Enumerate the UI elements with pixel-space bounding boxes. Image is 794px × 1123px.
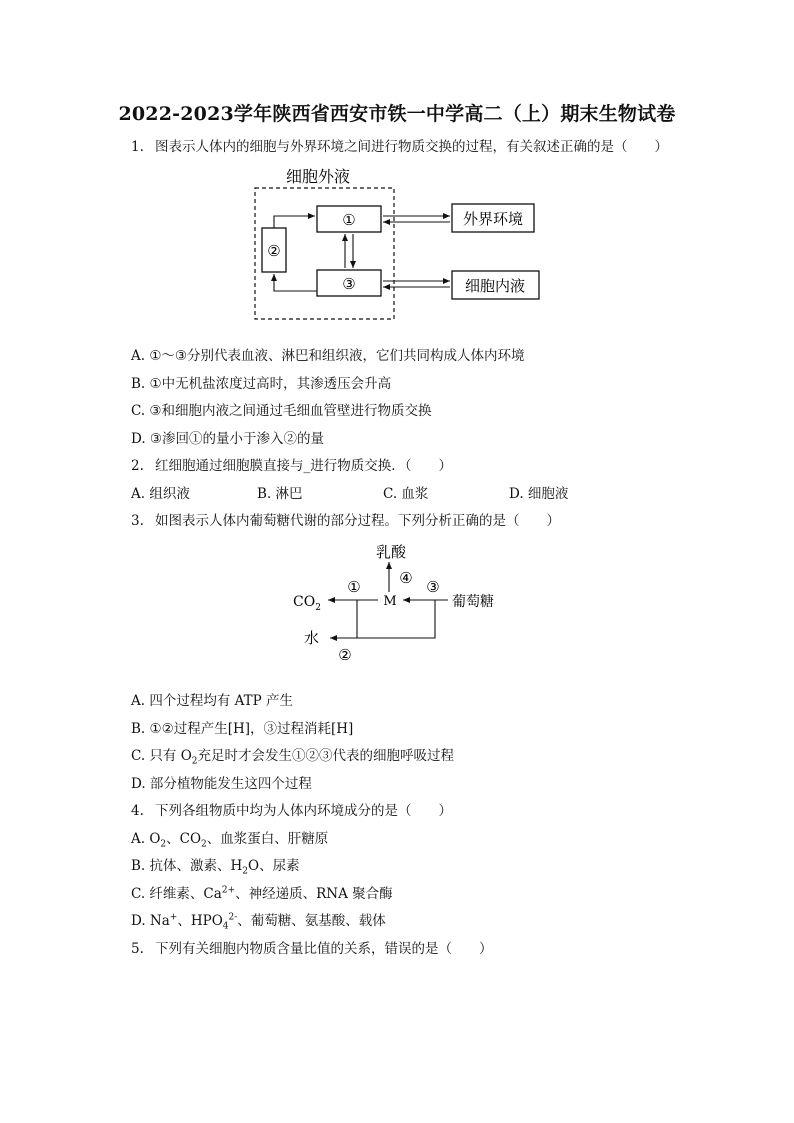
question-text: 图表示人体内的细胞与外界环境之间进行物质交换的过程，有关叙述正确的是（ ）	[155, 139, 668, 155]
q4-option-a	[131, 830, 328, 848]
body-fluid-exchange-diagram	[250, 164, 550, 324]
q1-option-b: B. ①中无机盐浓度过高时，其渗透压会升高	[131, 376, 392, 392]
question-text: 红细胞通过细胞膜直接与_进行物质交换．（ ）	[155, 458, 452, 474]
question-3-stem	[131, 512, 560, 530]
q4-option-b	[131, 857, 300, 875]
option-text: C. 只有 O	[131, 748, 192, 764]
option-text: O、尿素	[248, 858, 300, 874]
intracellular-fluid-label: 细胞内液	[464, 277, 526, 295]
q3-option-d: D. 部分植物能发生这四个过程	[131, 776, 312, 792]
q3-option-a: A. 四个过程均有 ATP 产生	[131, 693, 294, 709]
q3-option-b: B. ①②过程产生[H]，③过程消耗[H]	[131, 721, 354, 737]
question-2-stem	[131, 457, 452, 475]
m-label: M	[383, 594, 397, 609]
q1-option-a: A. ①～③分别代表血液、淋巴和组织液，它们共同构成人体内环境	[131, 348, 525, 364]
q2-option-a: A. 组织液	[131, 486, 190, 502]
question-number: 4.	[131, 803, 144, 819]
process-2-label: ②	[338, 646, 352, 664]
q2-option-b: B. 淋巴	[257, 486, 303, 502]
option-text: C. 纤维素、Ca	[131, 886, 222, 902]
q4-option-d	[131, 912, 386, 930]
question-4-stem	[131, 802, 452, 820]
lactic-acid-label: 乳酸	[376, 543, 407, 561]
question-5-stem	[131, 940, 493, 958]
subscript: 4	[222, 921, 229, 932]
subscript: 2	[191, 756, 198, 767]
superscript: 2+	[221, 885, 236, 896]
q2-option-c: C. 血浆	[383, 486, 429, 502]
process-3-label: ③	[426, 578, 440, 596]
option-text: 、血浆蛋白、肝糖原	[206, 831, 329, 847]
option-text: A. O	[131, 831, 161, 847]
question-text: 下列有关细胞内物质含量比值的关系，错误的是（ ）	[155, 941, 493, 957]
external-environment-label: 外界环境	[462, 210, 524, 228]
question-text: 下列各组物质中均为人体内环境成分的是（ ）	[155, 803, 452, 819]
q1-option-d: D. ③渗回①的量小于渗入②的量	[131, 431, 325, 447]
option-text: D. Na	[131, 913, 170, 929]
q2-option-d: D. 细胞液	[509, 486, 569, 502]
page-title: 2022-2023学年陕西省西安市铁一中学高二（上）期末生物试卷	[118, 103, 676, 125]
option-text: 、神经递质、RNA 聚合酶	[235, 886, 393, 902]
option-text: 、HPO	[177, 913, 223, 929]
water-label: 水	[304, 629, 320, 647]
superscript: 2-	[228, 912, 238, 923]
glucose-metabolism-diagram	[290, 540, 510, 670]
question-text: 如图表示人体内葡萄糖代谢的部分过程。下列分析正确的是（ ）	[155, 513, 560, 529]
option-text: B. 抗体、激素、H	[131, 858, 243, 874]
q1-option-c: C. ③和细胞内液之间通过毛细血管壁进行物质交换	[131, 403, 432, 419]
question-number: 2.	[131, 458, 144, 474]
q3-option-c	[131, 747, 454, 765]
box-3-label: ③	[342, 275, 356, 293]
question-number: 5.	[131, 941, 144, 957]
extracellular-fluid-label: 细胞外液	[286, 167, 351, 186]
option-text: 充足时才会发生①②③代表的细胞呼吸过程	[197, 748, 455, 764]
question-1-stem	[131, 138, 668, 156]
process-4-label: ④	[399, 569, 413, 587]
question-number: 1.	[131, 139, 144, 155]
option-text: 、CO	[166, 831, 202, 847]
question-number: 3.	[131, 513, 144, 529]
q4-option-c	[131, 885, 393, 903]
process-1-label: ①	[347, 578, 361, 596]
box-2-label: ②	[267, 242, 281, 260]
glucose-label: 葡萄糖	[452, 594, 494, 610]
q2-options	[131, 485, 635, 503]
subscript: 2	[201, 839, 207, 850]
option-text: 、葡萄糖、氨基酸、载体	[237, 913, 386, 929]
subscript: 2	[160, 839, 167, 850]
subscript: 2	[242, 866, 249, 877]
box-1-label: ①	[342, 211, 356, 229]
co2-label: $CO_2$	[293, 594, 321, 613]
superscript: +	[169, 912, 178, 923]
